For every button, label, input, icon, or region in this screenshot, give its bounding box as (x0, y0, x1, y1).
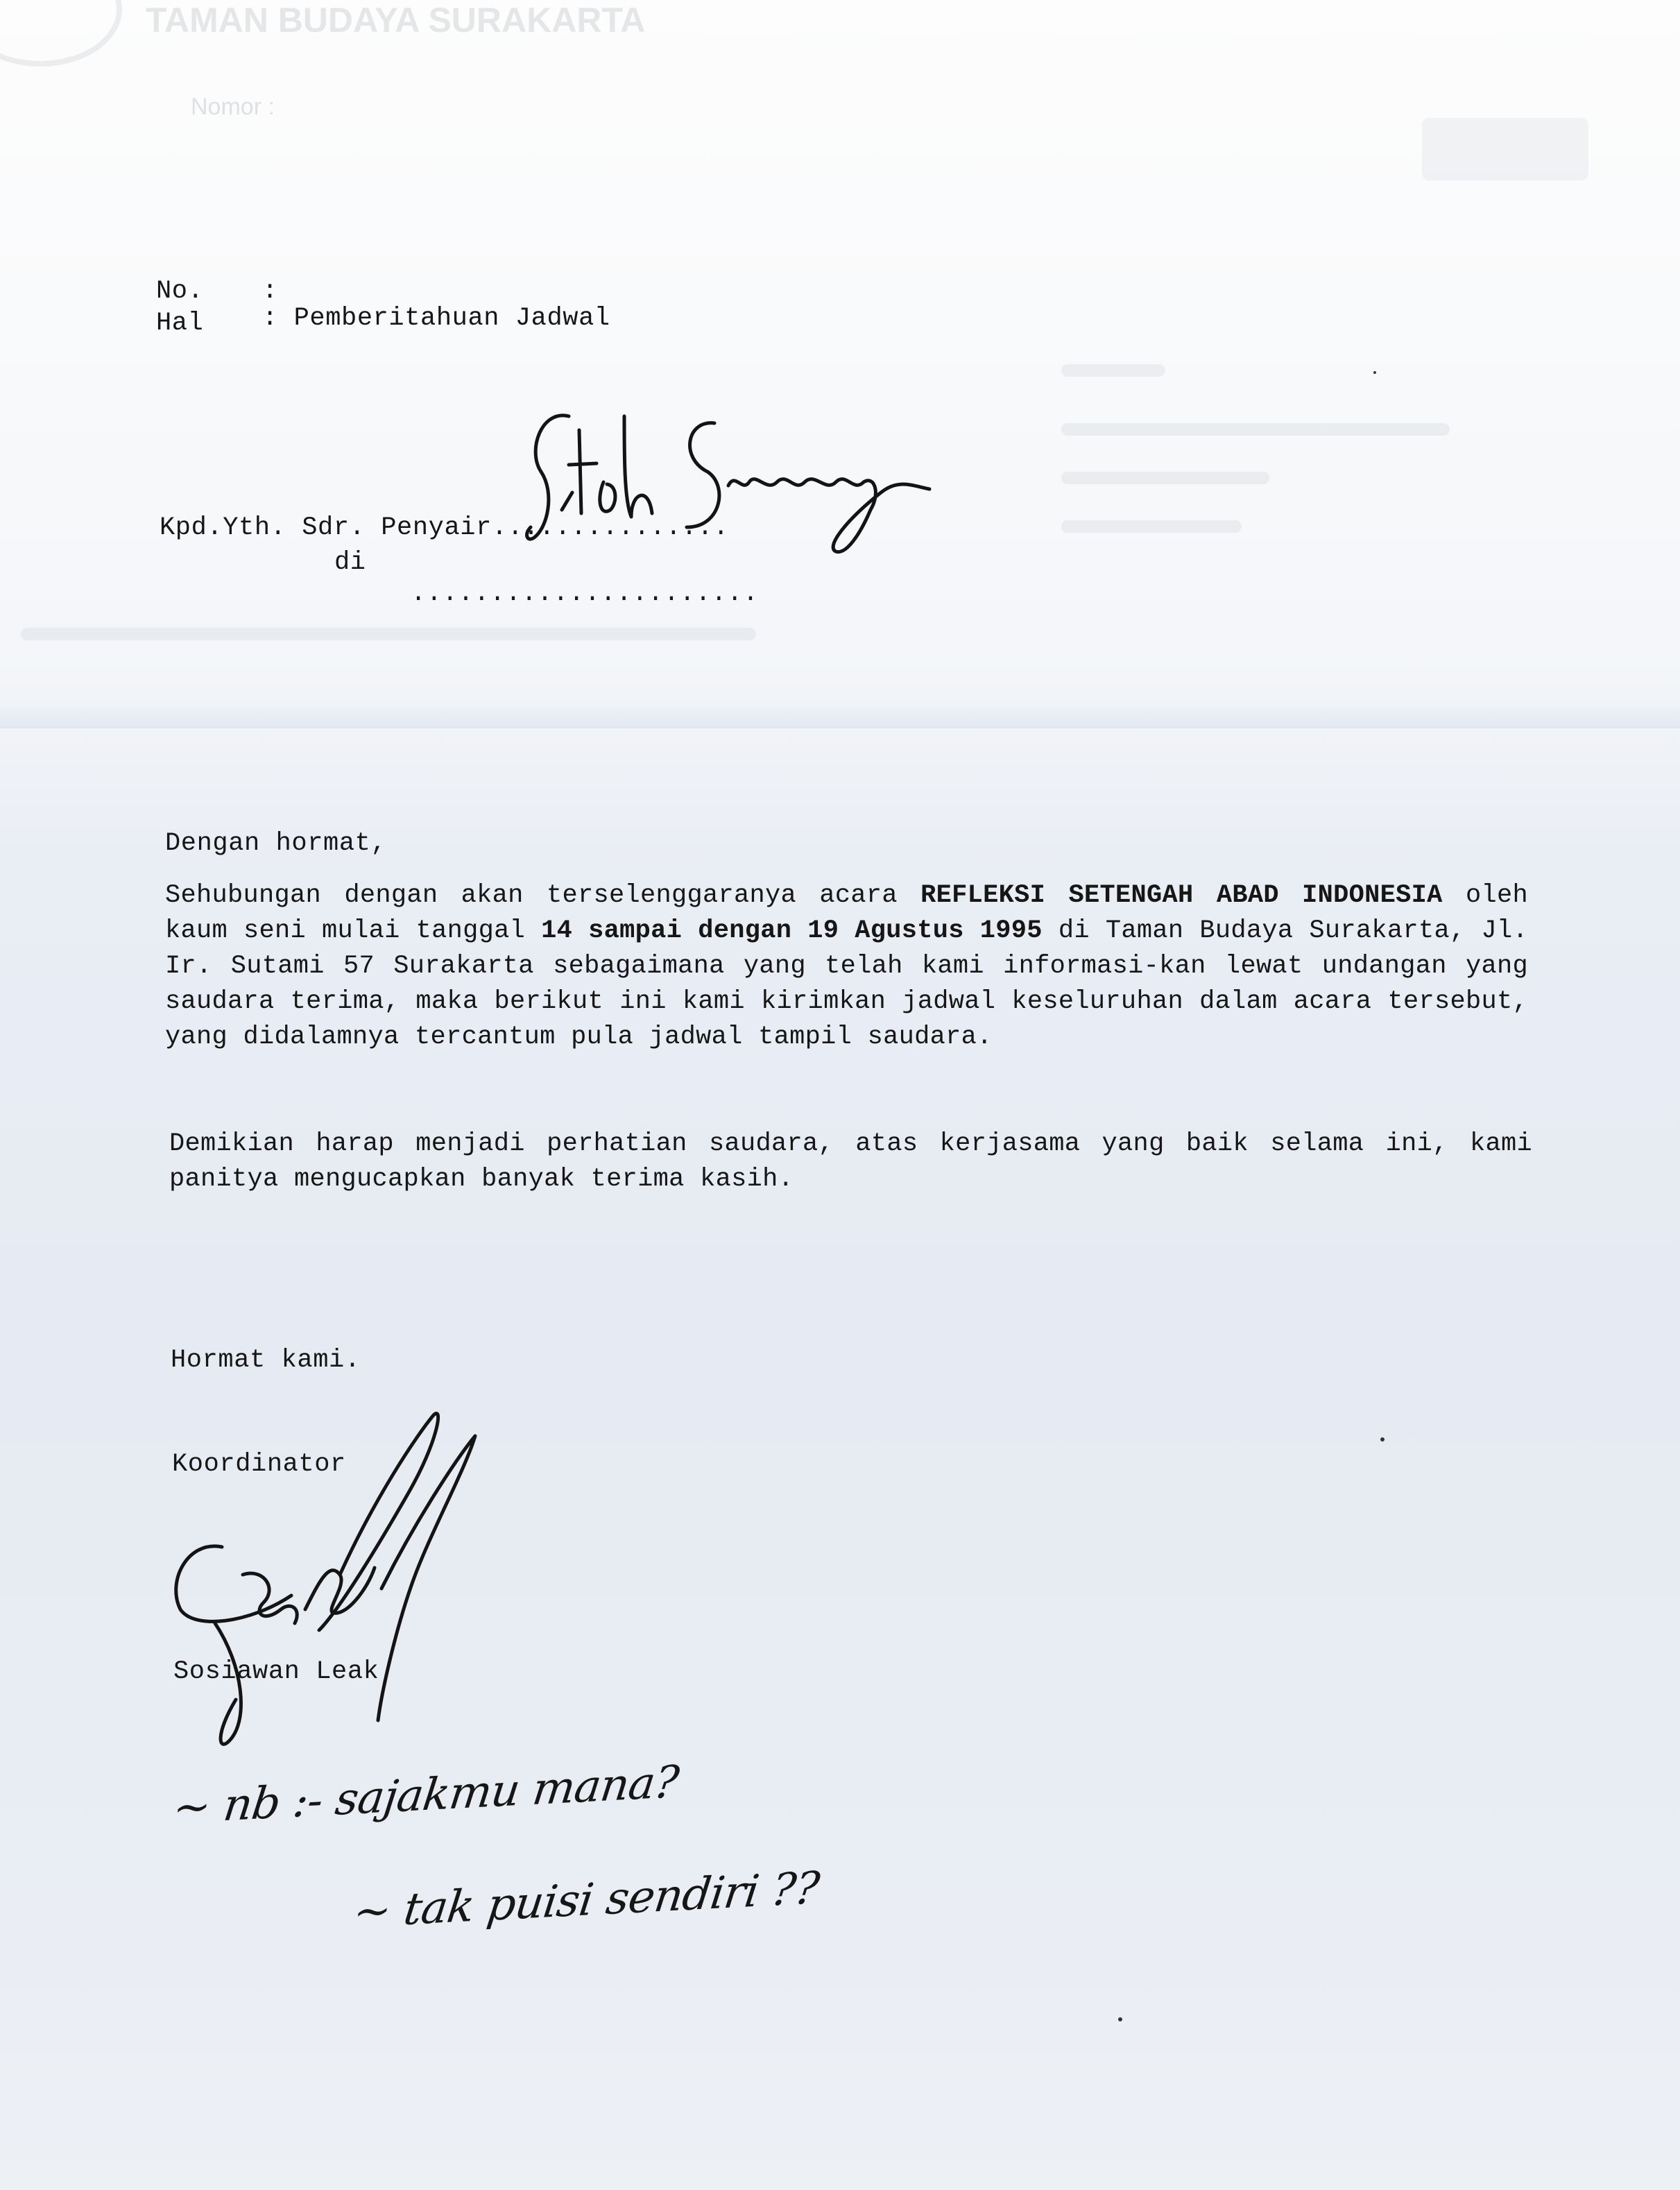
handwritten-note-line-1: ~ nb :- sajakmu mana? (170, 1756, 681, 1834)
recipient-address-dots: ...................... (411, 579, 759, 608)
letterhead-logo-ghost (0, 0, 122, 67)
letterhead-nomor-ghost: Nomor : (191, 94, 275, 120)
showthrough-line (1061, 472, 1269, 484)
event-name: REFLEKSI SETENGAH ABAD INDONESIA (920, 881, 1443, 910)
number-colon: : (262, 277, 278, 306)
showthrough-line (1061, 364, 1165, 377)
showthrough-line (1061, 423, 1450, 436)
recipient-line: Kpd.Yth. Sdr. Penyair............... (160, 513, 729, 542)
event-dates: 14 sampai dengan 19 Agustus 1995 (541, 916, 1043, 946)
recipient-di: di (334, 548, 366, 577)
paper-fold-shadow (0, 701, 1680, 728)
handwritten-recipient-name (520, 388, 950, 569)
body-p1-text-2: oleh kaum seni mulai tanggal (165, 881, 1528, 946)
handwritten-note-line-2: ~ tak puisi sendiri ?? (350, 1863, 822, 1938)
number-label: No. (156, 277, 204, 306)
paper-speck (1380, 1437, 1385, 1442)
signatory-name: Sosiawan Leak (173, 1657, 379, 1686)
subject-value: : Pemberitahuan Jadwal (262, 304, 610, 333)
body-p1-text-3: di Taman Budaya Surakarta, Jl. Ir. Sutami 57 Surakarta sebagaimana yang telah kami informasi-kan lewat undangan yang saudara terima, maka berikut ini kami kirimkan jadwal keseluruhan dalam acara tersebut, yang didalamnya tercantum pula jadwal tampil saudara. (165, 916, 1528, 1052)
body-paragraph-2: Demikian harap menjadi perhatian saudara, atas kerjasama yang baik selama ini, kami panitya mengucapkan banyak terima kasih. (169, 1129, 1532, 1194)
showthrough-line (21, 628, 756, 640)
greeting: Dengan hormat, (165, 829, 387, 858)
showthrough-line (1061, 520, 1242, 533)
subject-label: Hal (156, 309, 204, 338)
signatory-role: Koordinator (172, 1450, 346, 1479)
paper-speck (1373, 371, 1376, 374)
letterhead-corner-mark (1422, 118, 1588, 180)
paper-speck (1118, 2017, 1122, 2021)
letterhead-org-ghost: TAMAN BUDAYA SURAKARTA (146, 1, 646, 40)
body-p1-text-1: Sehubungan dengan akan terselenggaranya acara (165, 881, 921, 910)
coordinator-signature (160, 1401, 562, 1762)
closing: Hormat kami. (171, 1346, 361, 1375)
body-paragraph-1 (165, 878, 1528, 1055)
